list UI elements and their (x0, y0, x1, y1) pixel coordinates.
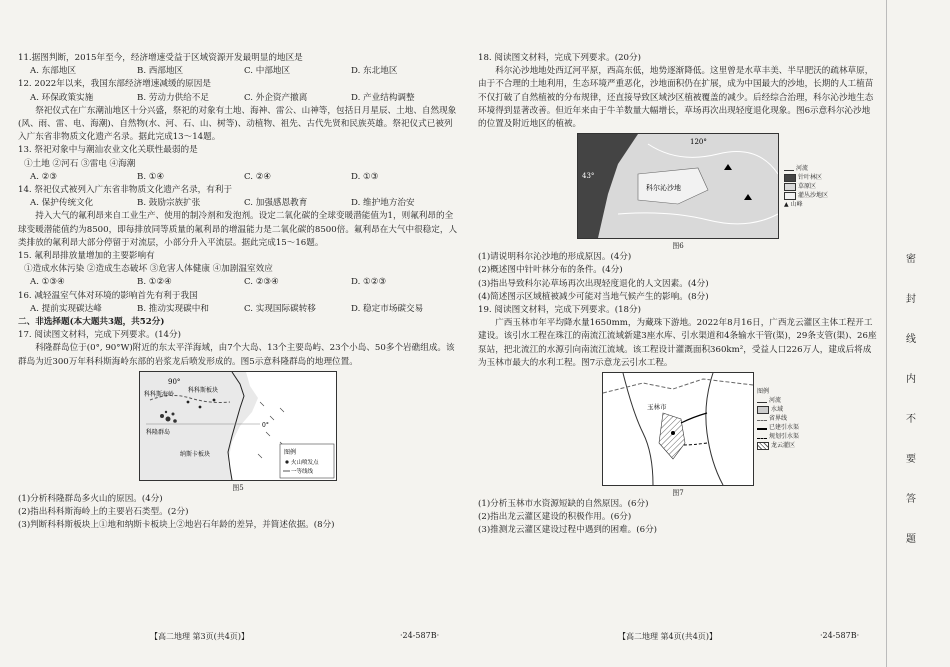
figure-5-svg (140, 372, 336, 480)
q19-sub-2: (2)指出龙云灌区建设的积极作用。(6分) (478, 512, 632, 523)
fig5-cocos-label: 科科斯海岭 (144, 390, 175, 398)
footer-left: 【高二地理 第3页(共4页)】 (150, 632, 249, 641)
left-column (18, 52, 458, 532)
fig7-legend-irrigation: 龙云灌区 (757, 441, 799, 450)
q19-passage: 广西玉林市年平均降水量1650mm，为藏珠下游地。2022年8月16日，广西龙云灌区主体工程开工建设。该引水工程在珠江的南流江流域新建3座水库、引水渠道和4条输水干管(渠)，29条支管(渠)、26座泵站，把北流江的水源引向南流江流域。该工程设计灌溉面积360km²，受益人口226万人，建成后将成为玉林市最大的水利工程。图7示意龙云引水工程。 (478, 318, 877, 368)
q11-option-c: C. 中部地区 (244, 66, 291, 77)
figure-7-svg (603, 373, 753, 485)
fig6-legend-forest: 针叶林区 (784, 173, 828, 182)
fig5-legend-title: 图例 (284, 448, 297, 456)
q15-option-a: A. ①③④ (30, 277, 65, 288)
q14-option-c: C. 加强感恩教育 (244, 198, 308, 209)
q12-option-d: D. 产业结构调整 (351, 92, 415, 103)
q13-option-d: D. ①③ (351, 171, 379, 182)
q19-sub-3: (3)推测龙云灌区建设过程中遇到的困难。(6分) (478, 525, 658, 536)
q15-option-d: D. ①②③ (351, 277, 387, 288)
fig6-legend (784, 164, 828, 209)
footer-right-code: ·24-587B· (820, 631, 860, 640)
q14-option-b: B. 鼓励宗族扩张 (137, 198, 201, 209)
fig7-legend (757, 387, 799, 450)
fig7-legend-boundary: 省界线 (757, 414, 799, 423)
q16-option-d: D. 稳定市场碳交易 (351, 303, 424, 314)
q16-options (30, 303, 458, 316)
section-2-heading: 二、非选择题(本大题共3题，共52分) (18, 317, 165, 328)
q13-stem: 13. 祭祀对象中与潮汕农业文化关联性最弱的是 (18, 145, 198, 156)
footer-right: 【高二地理 第4页(共4页)】 (618, 632, 717, 641)
q14-option-a: A. 保护传统文化 (30, 198, 94, 209)
fig7-legend-built-canal: 已建引水渠 (757, 423, 799, 432)
q17-passage: 科隆群岛位于(0°, 90°W)附近的东太平洋海域，由7个大岛、13个主要岛屿、23个小岛、50多个岩礁组成。该群岛为近300万年科科斯海岭东部的岩浆龙后喷发形成的。图5示意科隆群岛的地理位置。 (18, 343, 455, 367)
figure-7-map (602, 372, 800, 486)
q17-heading: 17. 阅读图文材料，完成下列要求。(14分) (18, 330, 181, 341)
q13-option-b: B. ①④ (137, 171, 165, 182)
figure-6-map (577, 133, 829, 239)
fig5-legend1: 火山喷发点 (291, 459, 319, 466)
q13-options (30, 171, 458, 184)
q11-option-d: D. 东北地区 (351, 66, 398, 77)
fig7-legend-river: 河流 (757, 396, 799, 405)
q15-option-b: B. ①②④ (137, 277, 172, 288)
q14-options (30, 197, 458, 210)
fig7-legend-title: 图例 (757, 388, 770, 396)
binding-margin (878, 0, 950, 667)
q14-option-d: D. 维护地方治安 (351, 198, 415, 209)
fig7-legend-water: 水域 (757, 405, 799, 414)
q17-sub-1: (1)分析科隆群岛多火山的原因。(4分) (18, 493, 163, 504)
q15-options (30, 276, 458, 289)
q12-options (30, 92, 458, 105)
planned-canal (683, 443, 707, 445)
q16-option-c: C. 实现国际碳转移 (244, 303, 316, 314)
figure-6-caption: 图6 (672, 242, 684, 251)
q13-option-c: C. ②④ (244, 171, 272, 182)
fig6-legend-peak: ▲ 山峰 (784, 201, 803, 209)
passage-13-14: 祭祀仪式在广东潮汕地区十分兴盛，祭祀的对象有土地、海神、雷公、山神等，包括日月星辰、土地、自然现象(风、雨、雷、电、海潮)、自然物(水、河、石、山、树等)、动植物、祖先、古代先贤和民族英雄。祭祀仪式已被列入广东省非物质文化遗产名录。据此完成13～14题。 (18, 105, 457, 143)
q18-passage: 科尔沁沙地地处西辽河平原，西高东低，地势逐渐降低。这里曾是水草丰美、半早肥沃的疏林草原，由于不合理的土地利用，生态环境严重恶化，沙地面积仍在扩展，成为中国最大的沙地，长期的人工植苗不仅打破了自然植被的分布规律，还直接导致区域沙区植被覆盖的减少。后经综合治理，科尔沁沙地生态环境得到显著改善。但近年来由于牛羊数量大幅增长，草场再次出现轻度退化现象。图6示意科尔沁沙地的位置及附近地区的植被。 (478, 66, 874, 130)
q11-options (30, 65, 458, 78)
fig6-lat-label: 43° (582, 172, 595, 181)
volcano-legend-icon (285, 460, 288, 463)
q15-items: ①造成水体污染 ②造成生态破坏 ③危害人体健康 ④加剧温室效应 (24, 264, 273, 275)
q18-sub-3: (3)指出导致科尔沁草场再次出现轻度退化的人文因素。(4分) (478, 278, 709, 289)
passage-15-16: 持入大气的氟利昂来自工业生产、使用的制冷剂和发泡剂。设定二氧化碳的全球变暖潜能值为1，则氟利昂的全球变暖潜能值约为8500，即每排放同等质量的氟利昂的增温能力是二氧化碳的8500倍。氟利昂在大气中很稳定，人类排放的氟利昂大部分停留于对流层，小部分升入平流层。据此完成15～16题。 (18, 211, 458, 248)
q13-option-a: A. ②③ (30, 171, 58, 182)
fig5-galapagos-label: 科隆群岛 (146, 428, 171, 436)
q12-option-b: B. 劳动力供给不足 (137, 92, 209, 103)
q11-stem: 11.据图判断，2015年至今，经济增速受益于区域资源开发最明显的地区是 (18, 53, 303, 63)
fig7-legend-planned-canal: 规划引水渠 (757, 432, 799, 441)
q17-sub-3: (3)判断科科斯板块上①地和纳斯卡板块上②地岩石年龄的差异，并简述依据。(8分) (18, 520, 335, 531)
q11-option-b: B. 西部地区 (137, 66, 184, 77)
q12-option-c: C. 外企资产撤离 (244, 92, 308, 103)
q19-heading: 19. 阅读图文材料，完成下列要求。(18分) (478, 305, 641, 316)
q19-sub-1: (1)分析玉林市水资源短缺的自然原因。(6分) (478, 499, 649, 510)
q13-items: ①土地 ②河石 ③雷电 ④海潮 (24, 158, 136, 169)
fig6-area-label: 科尔沁沙地 (646, 184, 681, 193)
figure-5-caption: 图5 (232, 483, 244, 492)
q16-option-a: A. 提前实现碳达峰 (30, 303, 102, 314)
q12-option-a: A. 环保政策实施 (30, 92, 94, 103)
fig7-city-label: 玉林市 (647, 403, 667, 412)
fig6-legend-sand: 灌丛沙地区 (784, 191, 828, 200)
figure-6-svg (578, 134, 778, 238)
beiliu-river (706, 373, 723, 485)
footer-left-code: ·24-587B· (400, 631, 440, 640)
nanliu-river (623, 373, 653, 485)
fig6-legend-river: 河流 (784, 164, 828, 173)
fig5-legend2: 一等线线 (291, 468, 314, 475)
q15-stem: 15. 氟利昂排放量增加的主要影响有 (18, 251, 155, 262)
q18-sub-2: (2)概述图中针叶林分布的条件。(4分) (478, 265, 623, 276)
binding-text: 密封线内不要答题 (906, 254, 916, 545)
fig6-lon-label: 120° (690, 138, 707, 147)
q16-stem: 16. 减轻温室气体对环境的影响首先有利于我国 (18, 290, 198, 301)
q14-stem: 14. 祭祀仪式被列入广东省非物质文化遗产名录，有利于 (18, 185, 233, 196)
q15-option-c: C. ②③④ (244, 277, 279, 288)
fig5-nazca-label: 纳斯卡板块 (180, 450, 211, 458)
q12-stem: 12. 2022年以来，我国东部经济增速减缓的原因是 (18, 79, 211, 90)
q18-heading: 18. 阅读图文材料，完成下列要求。(20分) (478, 53, 641, 63)
binding-line (886, 0, 887, 667)
built-canal (681, 413, 707, 423)
longyun-irrigation-area (659, 413, 685, 459)
q18-sub-4: (4)简述图示区域植被减少可能对当地气候产生的影响。(8分) (478, 291, 709, 302)
q11-option-a: A. 东部地区 (30, 66, 77, 77)
fig5-lon-label: 90° (168, 377, 181, 386)
fig5-cocos-plate-label: 科科斯板块 (188, 386, 219, 394)
q16-option-b: B. 推动实现碳中和 (137, 303, 209, 314)
fig6-legend-grass: 草原区 (784, 182, 828, 191)
yulin-city-dot (671, 431, 675, 435)
q18-sub-1: (1)请说明科尔沁沙地的形成原因。(4分) (478, 252, 632, 263)
q17-sub-2: (2)指出科科斯海岭上的主要岩石类型。(2分) (18, 507, 189, 518)
figure-7-caption: 图7 (672, 489, 684, 498)
figure-5-map (139, 371, 337, 481)
fig5-equator-label: 0° (262, 421, 269, 429)
right-column (478, 52, 878, 538)
